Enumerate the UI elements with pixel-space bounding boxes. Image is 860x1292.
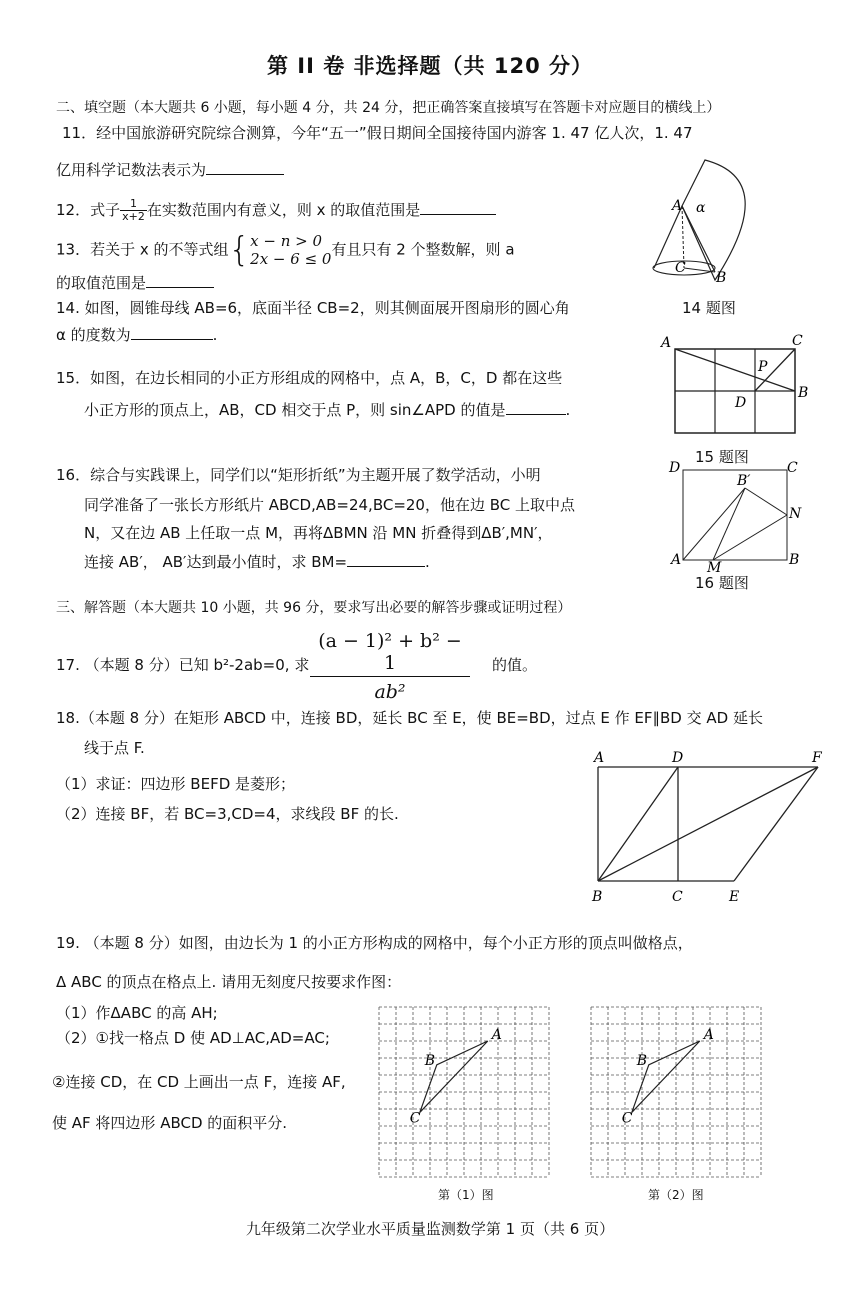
cone-label-alpha: α — [696, 200, 706, 216]
grid19-figure-1 — [378, 1006, 550, 1178]
q12-answer-blank — [420, 200, 496, 215]
q18-label-e: E — [729, 889, 740, 905]
q19-part1: （1）作ΔABC 的高 AH; — [56, 1004, 218, 1022]
q17-numerator: (a − 1)² + b² − 1 — [310, 628, 470, 677]
rect16-label-m: M — [707, 560, 722, 576]
q16-line1: 16．综合与实践课上，同学们以“矩形折纸”为主题开展了数学活动，小明 — [56, 466, 541, 484]
q12-prefix: 12．式子 — [56, 201, 121, 219]
rect16-mb-prime — [713, 488, 745, 560]
q16-text4: 连接 AB′， AB′达到最小值时，求 BM= — [84, 553, 348, 571]
q14-answer-blank — [131, 325, 213, 340]
q18-line1: 18.（本题 8 分）在矩形 ABCD 中，连接 BD，延长 BC 至 E，使 BE=BD，过点 E 作 EF∥BD 交 AD 延长 — [56, 709, 763, 727]
q15-period: . — [565, 401, 571, 419]
cone-height — [682, 206, 684, 268]
q17-suffix: 的值。 — [492, 656, 538, 674]
rhombus18-figure — [590, 745, 830, 910]
q16-figure-caption: 16 题图 — [695, 574, 749, 592]
q19-part3: ②连接 CD，在 CD 上画出一点 F，连接 AF, — [52, 1073, 346, 1091]
rect16-label-d: D — [669, 460, 681, 476]
q14-text2: α 的度数为 — [56, 326, 131, 344]
q11-answer-blank — [206, 160, 284, 175]
grid15-label-d: D — [735, 395, 747, 411]
section2-heading: 二、填空题（本大题共 6 小题，每小题 4 分，共 24 分，把正确答案直接填写在答题卡对应题目的横线上） — [56, 100, 721, 116]
grid15-label-p: P — [758, 359, 768, 375]
q19-part4: 使 AF 将四边形 ABCD 的面积平分. — [52, 1114, 288, 1132]
q18-line-bf — [598, 767, 818, 881]
q19-caption-2: 第（2）图 — [648, 1188, 704, 1202]
q12-line — [56, 198, 496, 223]
rect16-mn — [713, 515, 787, 560]
q15-text2: 小正方形的顶点上，AB，CD 相交于点 P，则 sin∠APD 的值是 — [84, 401, 506, 419]
q18-part2: （2）连接 BF，若 BC=3,CD=4，求线段 BF 的长. — [56, 805, 399, 823]
q15-answer-blank — [506, 400, 566, 415]
q12-fraction — [120, 198, 147, 223]
q16-line2: 同学准备了一张长方形纸片 ABCD,AB=24,BC=20，他在边 BC 上取中点 — [84, 496, 576, 514]
q17-prefix: 17. （本题 8 分）已知 b²-2ab=0, 求 — [56, 656, 310, 674]
q13-line2 — [56, 273, 214, 293]
q19-line2: Δ ABC 的顶点在格点上. 请用无刻度尺按要求作图： — [56, 973, 402, 991]
grid19-label-a: A — [491, 1027, 502, 1043]
grid19-figure-2 — [590, 1006, 762, 1178]
q15-figure-caption: 15 题图 — [695, 448, 749, 466]
grid19-label-a: A — [703, 1027, 714, 1043]
q18-label-f: F — [812, 750, 822, 766]
q11-line1: 11．经中国旅游研究院综合测算，今年“五一”假日期间全国接待国内游客 1. 47 亿人次，1. 47 — [62, 124, 693, 142]
sector-arc — [682, 160, 745, 280]
rect16-label-bprime: B′ — [737, 473, 751, 489]
q19-line1: 19. （本题 8 分）如图，由边长为 1 的小正方形构成的网格中，每个小正方形的顶点叫做格点， — [56, 934, 693, 952]
q14-line1: 14. 如图，圆锥母线 AB=6，底面半径 CB=2，则其侧面展开图扇形的圆心角 — [56, 299, 570, 317]
rect16-ab-prime — [683, 488, 745, 560]
triangle-abc — [420, 1041, 488, 1112]
q19-part2: （2）①找一格点 D 使 AD⊥AC,AD=AC; — [56, 1029, 330, 1047]
q19-caption-1: 第（1）图 — [438, 1188, 494, 1202]
q12-frac-num: 1 — [120, 198, 147, 211]
rect16-label-a: A — [671, 552, 682, 568]
q16-line3: N，又在边 AB 上任取一点 M，再将ΔBMN 沿 MN 折叠得到ΔB′,MN′， — [84, 524, 553, 542]
rect16-label-c: C — [787, 460, 798, 476]
q18-line-bd — [598, 767, 678, 881]
q18-label-b: B — [592, 889, 603, 905]
q17-denominator: ab² — [374, 681, 406, 703]
rect16-label-b: B — [789, 552, 800, 568]
grid15-label-b: B — [798, 385, 809, 401]
cone-figure — [640, 160, 760, 290]
rect16-b-prime-n — [745, 488, 787, 515]
q18-part1: （1）求证：四边形 BEFD 是菱形； — [56, 775, 296, 793]
page-title: 第 II 卷 非选择题（共 120 分） — [266, 54, 594, 78]
grid19-label-c: C — [409, 1110, 421, 1127]
q16-answer-blank — [347, 552, 425, 567]
q13-brace: { — [228, 230, 251, 270]
rect16-figure — [665, 460, 805, 576]
q12-suffix: 在实数范围内有意义，则 x 的取值范围是 — [146, 201, 421, 219]
cone-label-c: C — [675, 260, 686, 276]
cone-label-a: A — [672, 198, 683, 214]
cone-slant-left — [654, 206, 682, 268]
q13-answer-blank — [146, 273, 214, 288]
grid15-figure — [655, 335, 815, 440]
grid15-segment-ab — [675, 349, 795, 391]
q18-label-a: A — [594, 750, 605, 766]
q18-line-ef — [734, 767, 818, 881]
section3-heading: 三、解答题（本大题共 10 小题，共 96 分，要求写出必要的解答步骤或证明过程） — [56, 600, 572, 616]
q16-line4 — [84, 552, 430, 572]
q14-figure-caption: 14 题图 — [682, 299, 736, 317]
q13-line1 — [56, 232, 515, 268]
q17-fraction — [310, 628, 470, 707]
rect16-label-n: N — [789, 506, 802, 522]
q12-frac-den: x+2 — [122, 210, 145, 223]
page-footer: 九年级第二次学业水平质量监测数学第 1 页（共 6 页） — [245, 1220, 615, 1238]
q15-line1: 15．如图，在边长相同的小正方形组成的网格中，点 A，B，C，D 都在这些 — [56, 369, 563, 387]
q14-period: . — [212, 326, 218, 344]
q18-label-d: D — [672, 750, 684, 766]
grid19-label-b: B — [424, 1052, 436, 1069]
grid19-label-c: C — [621, 1110, 633, 1127]
q15-line2 — [84, 400, 570, 420]
q13-ineq2: 2x − 6 ≤ 0 — [250, 250, 332, 268]
q13-suffix: 有且只有 2 个整数解，则 a — [331, 240, 515, 259]
q18-label-c: C — [672, 889, 683, 905]
q11-text: 亿用科学记数法表示为 — [56, 161, 207, 179]
triangle-abc — [632, 1041, 700, 1112]
grid15-label-a: A — [661, 335, 672, 351]
q13-text2: 的取值范围是 — [56, 274, 147, 292]
q16-period: . — [425, 553, 430, 571]
q13-system — [250, 232, 331, 268]
q11-line2 — [56, 160, 284, 180]
cone-label-b: B — [716, 270, 727, 286]
q18-line2: 线于点 F. — [84, 739, 145, 757]
grid15-label-c: C — [792, 333, 803, 349]
q13-ineq1: x − n > 0 — [250, 232, 323, 250]
q13-prefix: 13．若关于 x 的不等式组 — [56, 240, 229, 259]
q14-line2 — [56, 325, 217, 345]
grid19-label-b: B — [636, 1052, 648, 1069]
